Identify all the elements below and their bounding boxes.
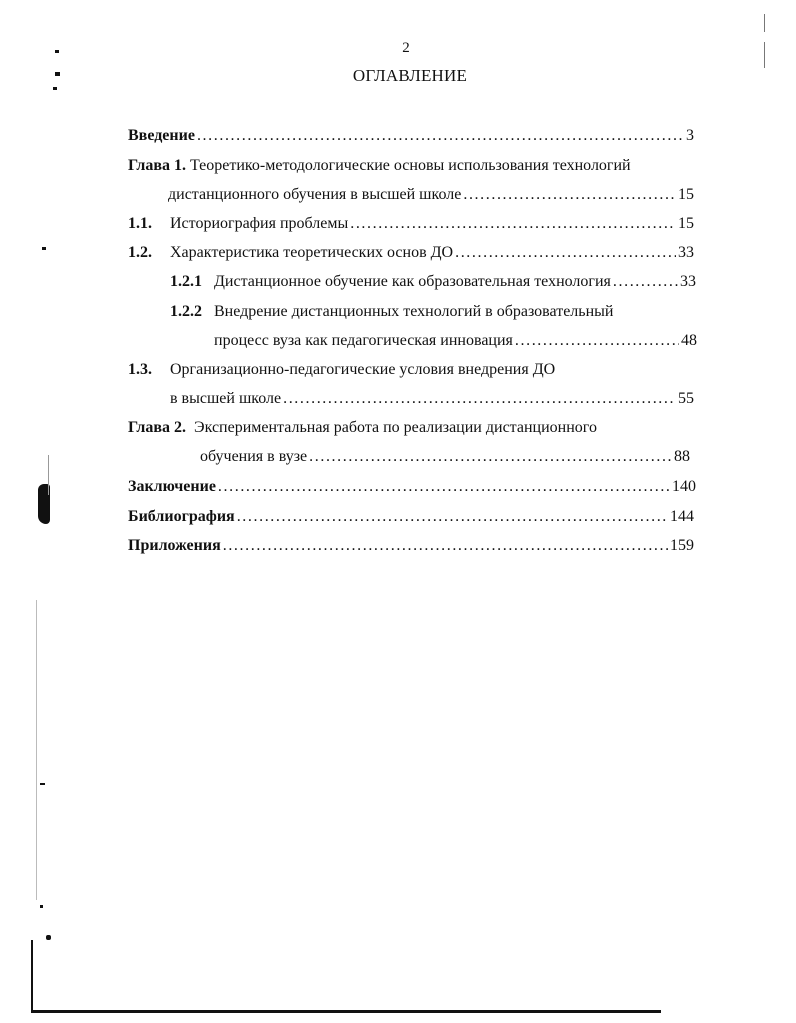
toc-entry-chapter-1-cont xyxy=(168,185,694,205)
toc-page: 3 xyxy=(686,127,694,144)
scan-mark xyxy=(40,905,43,908)
toc-entry-1-2-1 xyxy=(214,272,696,292)
scan-line xyxy=(31,1010,661,1013)
toc-entry-1-3-cont xyxy=(170,389,694,409)
page-number: 2 xyxy=(402,40,410,56)
scan-line xyxy=(764,14,765,32)
toc-entry-chapter-2 xyxy=(128,418,597,438)
toc-page: 140 xyxy=(672,478,696,495)
toc-section-number: 1.3. xyxy=(128,361,152,378)
toc-label: Заключение xyxy=(128,478,216,495)
toc-label: Приложения xyxy=(128,537,221,554)
toc-entry-bibliography xyxy=(128,507,694,527)
toc-entry-1-3 xyxy=(170,360,555,380)
toc-section-number: 1.2.2 xyxy=(170,303,202,320)
toc-label: дистанционного обучения в высшей школе xyxy=(168,186,462,203)
toc-page: 15 xyxy=(678,186,694,203)
toc-entry-1-2 xyxy=(170,243,694,263)
toc-page: 33 xyxy=(680,273,696,290)
toc-label: процесс вуза как педагогическая инновация xyxy=(214,332,513,349)
toc-label: Дистанционное обучение как образовательная технология xyxy=(214,273,611,290)
toc-label: Историография проблемы xyxy=(170,215,349,232)
toc-label: в высшей школе xyxy=(170,390,282,407)
scan-line xyxy=(36,600,37,900)
toc-label: Теоретико-методологические основы использования технологий xyxy=(190,157,631,174)
toc-label: Введение xyxy=(128,127,195,144)
toc-entry-intro xyxy=(128,126,694,146)
toc-page: 15 xyxy=(678,215,694,232)
toc-chapter-prefix: Глава 1. xyxy=(128,157,186,174)
scan-mark xyxy=(40,783,45,785)
scan-line xyxy=(764,42,765,68)
page-title: ОГЛАВЛЕНИЕ xyxy=(352,66,468,85)
toc-label: Библиография xyxy=(128,508,235,525)
toc-page: 159 xyxy=(670,537,694,554)
scan-mark xyxy=(55,72,60,76)
scan-line xyxy=(48,455,49,495)
toc-page: 55 xyxy=(678,390,694,407)
toc-entry-conclusion xyxy=(128,477,696,497)
toc-entry-1-2-2 xyxy=(214,302,613,322)
scan-line xyxy=(31,940,33,1012)
toc-entry-chapter-2-cont xyxy=(200,447,690,467)
toc-page: 88 xyxy=(674,448,690,465)
toc-section-number: 1.1. xyxy=(128,215,152,232)
toc-entry-1-2-2-cont xyxy=(214,331,697,351)
toc-entry-chapter-1 xyxy=(128,156,631,176)
toc-label: Организационно-педагогические условия внедрения ДО xyxy=(170,361,556,378)
toc-entry-appendices xyxy=(128,536,694,556)
scan-mark xyxy=(46,935,51,940)
toc-label: Экспериментальная работа по реализации дистанционного xyxy=(194,419,597,436)
toc-page: 33 xyxy=(678,244,694,261)
scan-mark xyxy=(55,50,59,53)
scan-mark xyxy=(42,247,46,250)
toc-label: Внедрение дистанционных технологий в образовательный xyxy=(214,303,614,320)
toc-page: 48 xyxy=(681,332,697,349)
toc-page: 144 xyxy=(670,508,694,525)
toc-section-number: 1.2. xyxy=(128,244,152,261)
toc-label: Характеристика теоретических основ ДО xyxy=(170,244,454,261)
toc-entry-1-1 xyxy=(170,214,694,234)
toc-section-number: 1.2.1 xyxy=(170,273,202,290)
scan-mark xyxy=(53,87,57,90)
toc-chapter-prefix: Глава 2. xyxy=(128,419,186,436)
toc-label: обучения в вузе xyxy=(200,448,308,465)
